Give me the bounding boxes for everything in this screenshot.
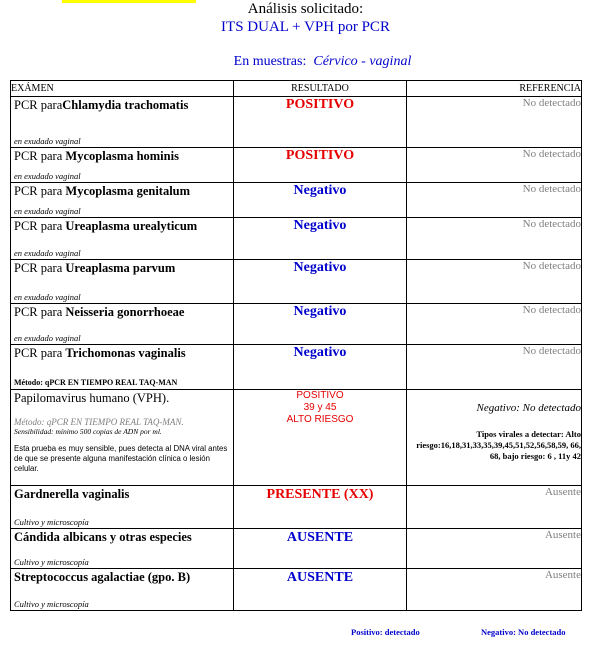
result-value: Negativo xyxy=(234,345,407,390)
exam-name: PCR paraChlamydia trachomatis xyxy=(14,98,189,112)
exam-name: PCR para Mycoplasma hominis xyxy=(14,149,179,163)
exam-name: Cándida albicans y otras especies xyxy=(14,530,192,544)
exam-name: PCR para Mycoplasma genitalum xyxy=(14,184,191,198)
exam-name: Streptococcus agalactiae (gpo. B) xyxy=(14,570,191,584)
exam-sub: en exudado vaginal xyxy=(14,333,81,343)
column-header-reference: REFERENCIA xyxy=(407,81,582,97)
table-row xyxy=(11,148,582,183)
result-value: POSITIVO 39 y 45 ALTO RIESGO xyxy=(234,390,407,486)
exam-note: Esta prueba es muy sensible, pues detecta al DNA viral antes de que se presente alguna manifestación clínica o lesión celular. xyxy=(14,444,228,473)
legend-positive: Positivo: detectado xyxy=(351,627,420,637)
exam-method: Método: qPCR EN TIEMPO REAL TAQ-MAN. xyxy=(14,417,184,427)
table-row xyxy=(11,260,582,304)
reference-value: No detectado xyxy=(407,97,582,148)
sample-value: Cérvico - vaginal xyxy=(313,54,412,69)
table-row xyxy=(11,304,582,345)
table-row xyxy=(11,218,582,260)
reference-value: Ausente xyxy=(407,529,582,569)
table-row-vph xyxy=(11,390,582,486)
exam-name: PCR para Ureaplasma urealyticum xyxy=(14,219,198,233)
exam-name: PCR para Ureaplasma parvum xyxy=(14,261,176,275)
reference-value: No detectado xyxy=(407,260,582,304)
result-value: Negativo xyxy=(234,260,407,304)
table-row xyxy=(11,486,582,529)
table-row xyxy=(11,345,582,390)
reference-value: Negativo: No detectado Tipos virales a detectar: Alto riesgo:16,18,31,33,35,39,45,51,52,56,58,59, 66, 68, bajo riesgo: 6 , 11y 42 xyxy=(407,390,582,486)
exam-sensitivity: Sensibilidad: mínimo 500 copias de ADN por ml. xyxy=(14,427,162,436)
results-table xyxy=(10,80,582,611)
result-value: PRESENTE (XX) xyxy=(234,486,407,529)
exam-name: Gardnerella vaginalis xyxy=(14,487,130,501)
exam-sub: en exudado vaginal xyxy=(14,136,81,146)
analysis-requested-label: Análisis solicitado: xyxy=(247,1,364,17)
table-row xyxy=(11,569,582,611)
table-row xyxy=(11,183,582,218)
exam-sub: en exudado vaginal xyxy=(14,248,81,258)
result-value: Negativo xyxy=(234,304,407,345)
exam-sub: Cultivo y microscopía xyxy=(14,517,89,527)
reference-value: No detectado xyxy=(407,148,582,183)
reference-value: No detectado xyxy=(407,345,582,390)
column-header-exam: EXÁMEN xyxy=(11,81,234,97)
exam-name: PCR para Neisseria gonorrhoeae xyxy=(14,305,185,319)
result-value: POSITIVO xyxy=(234,148,407,183)
exam-sub: Cultivo y microscopía xyxy=(14,599,89,609)
legend-negative: Negativo: No detectado xyxy=(481,627,566,637)
result-value: AUSENTE xyxy=(234,569,407,611)
exam-name: Papilomavirus humano (VPH). xyxy=(14,391,170,405)
sample-line xyxy=(23,54,599,70)
table-row xyxy=(11,529,582,569)
analysis-title: ITS DUAL + VPH por PCR xyxy=(221,19,390,35)
table-header-row xyxy=(11,81,582,97)
reference-value: No detectado xyxy=(407,304,582,345)
result-value: Negativo xyxy=(234,183,407,218)
result-value: AUSENTE xyxy=(234,529,407,569)
reference-value: Ausente xyxy=(407,569,582,611)
exam-method: Método: qPCR EN TIEMPO REAL TAQ-MAN xyxy=(14,378,178,387)
result-value: Negativo xyxy=(234,218,407,260)
exam-name: PCR para Trichomonas vaginalis xyxy=(14,346,186,360)
exam-sub: Cultivo y microscopía xyxy=(14,557,89,567)
viral-types: Tipos virales a detectar: Alto riesgo:16,18,31,33,35,39,45,51,52,56,58,59, 66, 68, bajo riesgo: 6 , 11y 42 xyxy=(416,429,581,461)
result-value: POSITIVO xyxy=(234,97,407,148)
exam-sub: en exudado vaginal xyxy=(14,206,81,216)
sample-label: En muestras: xyxy=(233,54,307,69)
exam-sub: en exudado vaginal xyxy=(14,171,81,181)
column-header-result: RESULTADO xyxy=(234,81,407,97)
exam-sub: en exudado vaginal xyxy=(14,292,81,302)
table-row xyxy=(11,97,582,148)
reference-value: Ausente xyxy=(407,486,582,529)
reference-value: No detectado xyxy=(407,218,582,260)
reference-value: No detectado xyxy=(407,183,582,218)
